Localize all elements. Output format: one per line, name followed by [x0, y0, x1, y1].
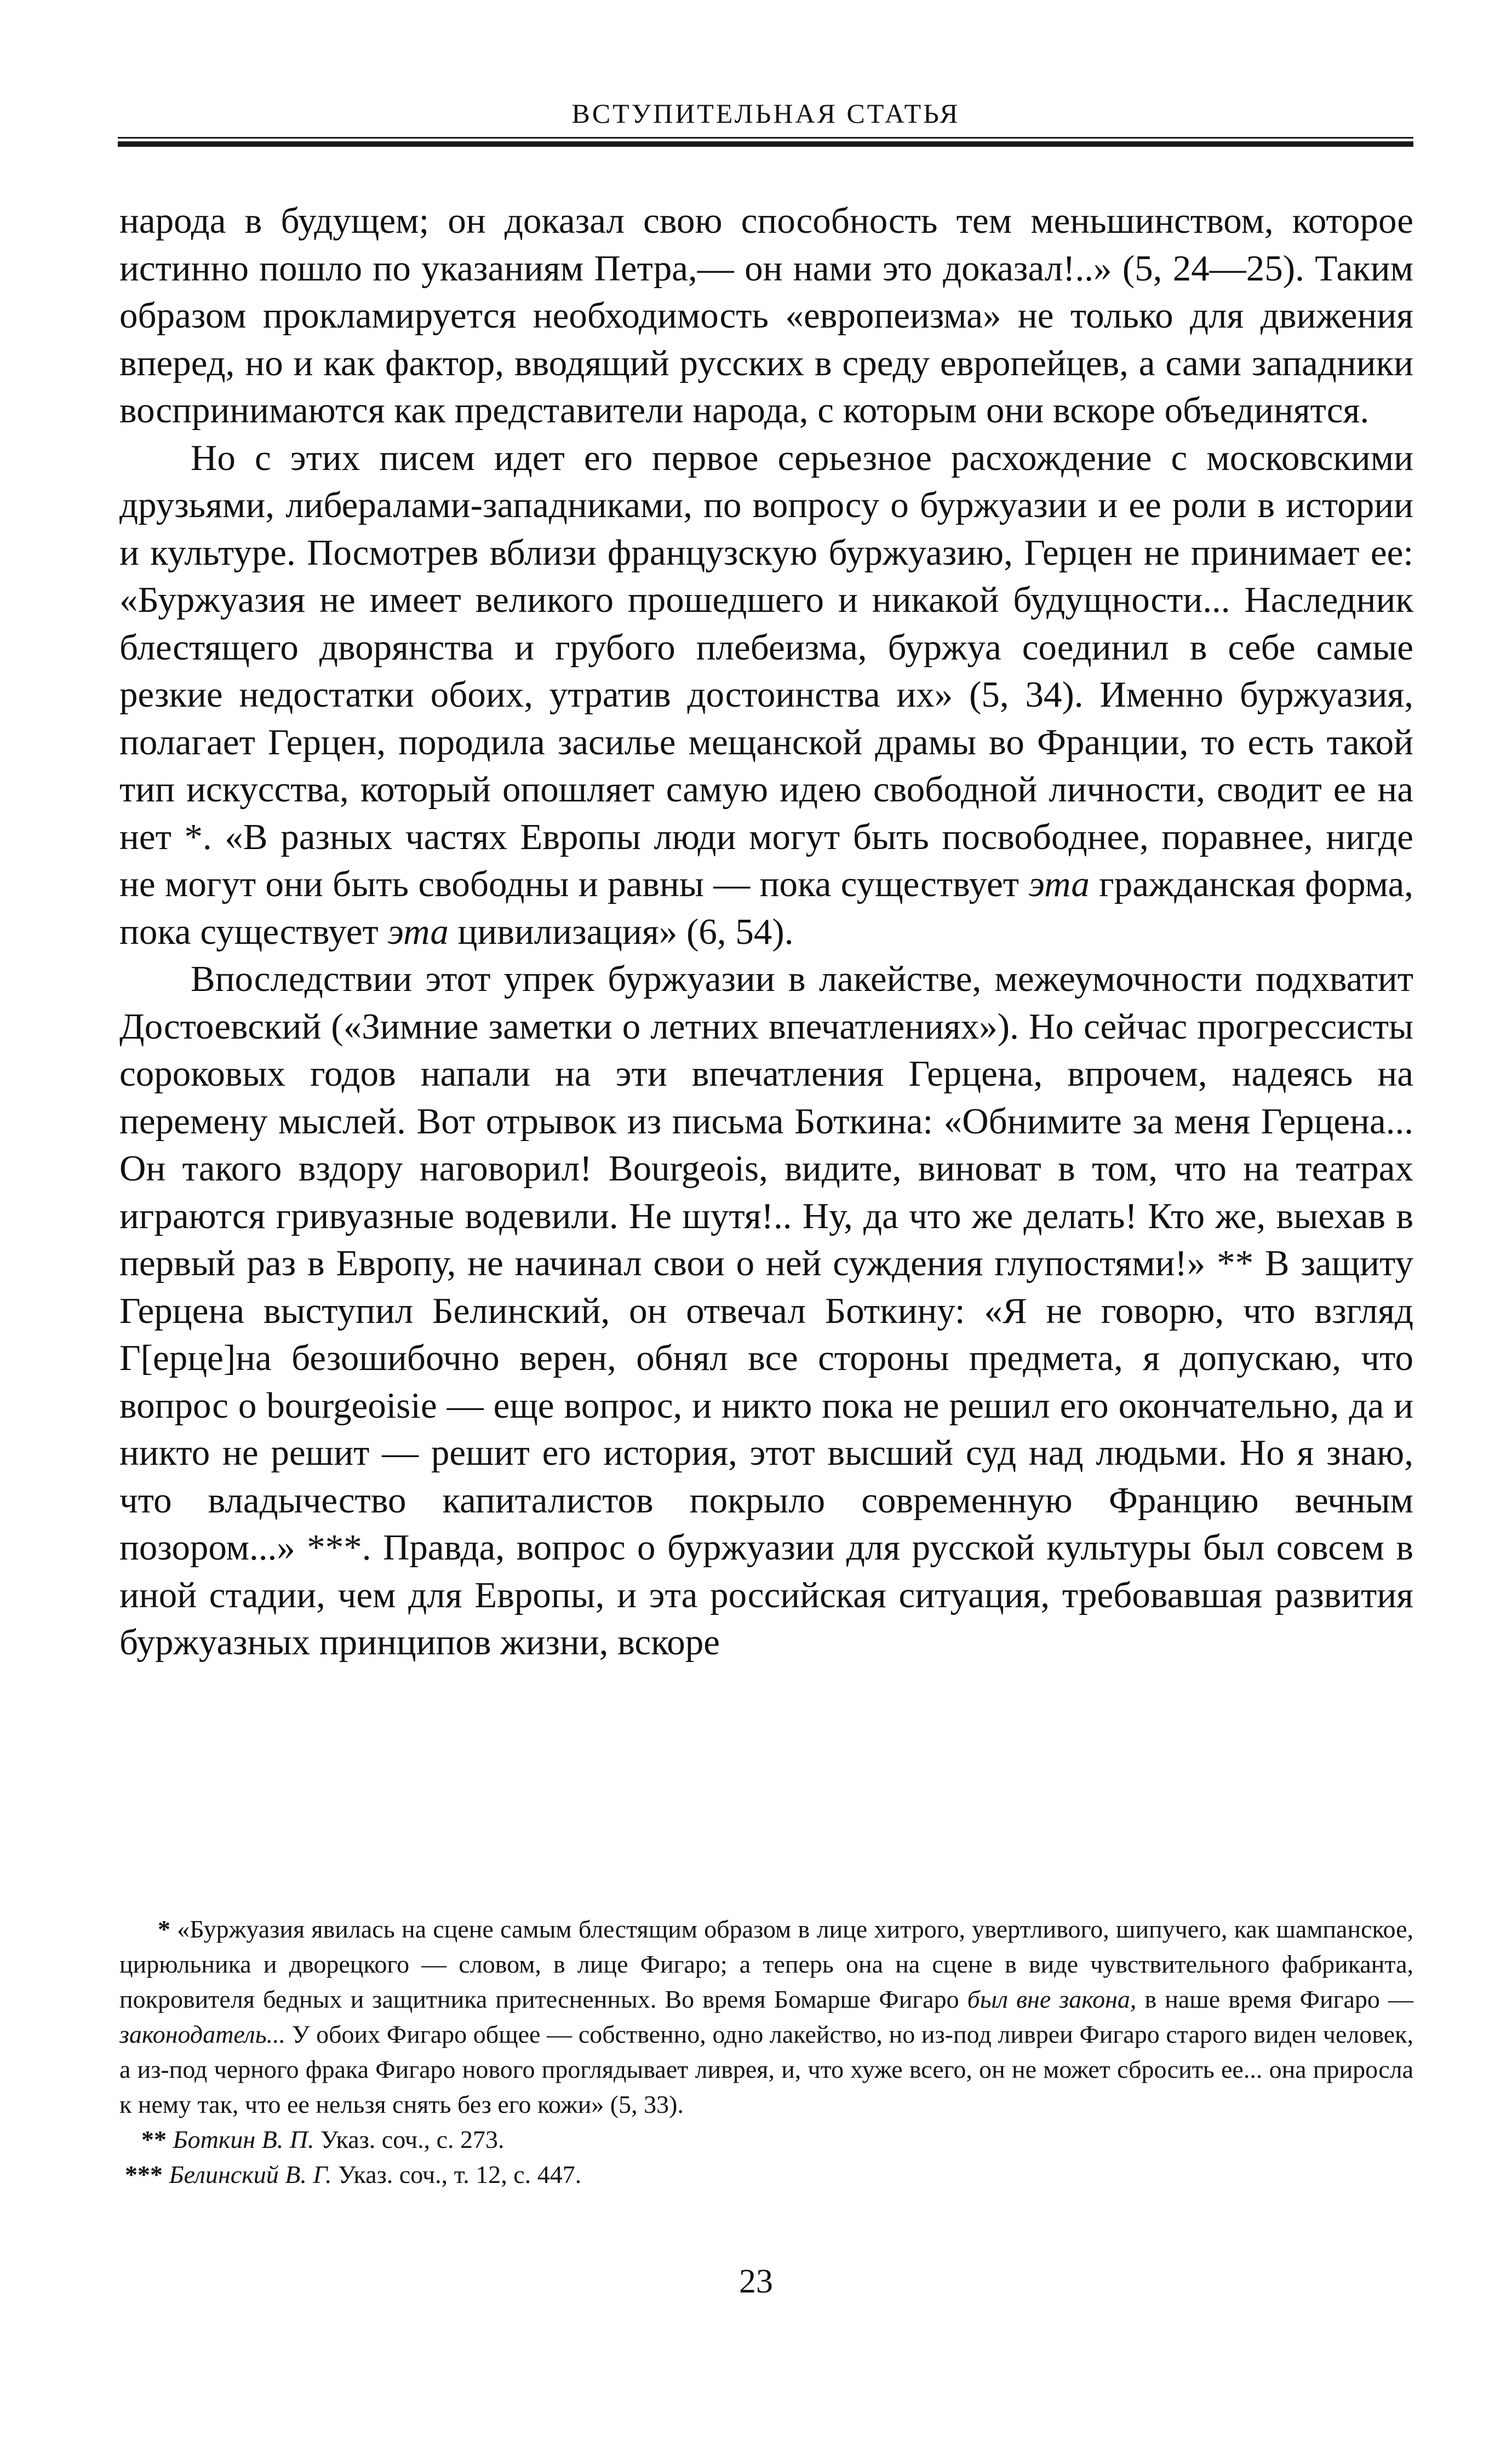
footnote-2-mark: **: [141, 2125, 167, 2153]
paragraph-2-italic-2: эта: [387, 911, 449, 952]
paragraph-2: [119, 434, 1413, 956]
footnote-1-part-c: У обоих Фигаро общее — собственно, одно лакейство, но из-под ливреи Фигаро старого виден человек, а из-под черного фрака Фигаро нового проглядывает ливрея, и, что хуже всего, он не может сбросить ее... она приросла к нему так, что ее нельзя снять без его кожи» (5, 33).: [119, 2020, 1413, 2118]
paragraph-1: народа в будущем; он доказал свою способность тем меньшинством, которое истинно пошло по указаниям Петра,— он нами это доказал!..» (5, 24—25). Таким образом прокламируется необходимость «европеизма» не только для движения вперед, но и как фактор, вводящий русских в среду европейцев, а сами западники воспринимаются как представители народа, с которым они вскоре объединятся.: [119, 200, 1413, 431]
footnote-2-author: Боткин В. П.: [173, 2125, 314, 2153]
footnote-1-part-b: в наше время Фигаро —: [1136, 1985, 1413, 2013]
footnotes: [119, 1912, 1413, 2192]
footnote-1-part-a: «Буржуазия явилась на сцене самым блестящим образом в лице хитрого, увертливого, шипучего, как шампанское, цирюльника и дворецкого — словом, в лице Фигаро; а теперь она на сцене в виде чувствительного фабриканта, покровителя бедных и защитника притесненных. Во время Бомарше Фигаро: [119, 1915, 1413, 2013]
header-rule: [118, 141, 1413, 147]
footnote-3-author: Белинский В. Г.: [169, 2160, 332, 2188]
footnote-3: [119, 2157, 1413, 2192]
paragraph-2-part-c: цивилизация» (6, 54).: [448, 911, 794, 952]
header-rule-thin: [118, 137, 1413, 139]
paragraph-2-part-a: Но с этих писем идет его первое серьезное расхождение с московскими друзьями, либералами-западниками, по вопросу о буржуазии и ее роли в истории и культуре. Посмотрев вблизи французскую буржуазию, Герцен не принимает ее: «Буржуазия не имеет великого прошедшего и никакой будущности... Наследник блестящего дворянства и грубого плебеизма, буржуа соединил в себе самые резкие недостатки обоих, утратив достоинства их» (5, 34). Именно буржуазия, полагает Герцен, породила засилье мещанской драмы во Франции, то есть такой тип искусства, который опошляет самую идею свободной личности, сводит ее на нет *. «В разных частях Европы люди могут быть посвободнее, поравнее, нигде не могут они быть свободны и равны — пока существует: [119, 437, 1413, 904]
running-header: ВСТУПИТЕЛЬНАЯ СТАТЬЯ: [571, 98, 960, 129]
footnote-1: [119, 1912, 1413, 2122]
footnote-3-mark: ***: [125, 2160, 163, 2188]
page-number: 23: [739, 2263, 773, 2300]
footnote-2-citation: Указ. соч., с. 273.: [314, 2125, 505, 2153]
paragraph-3: Впоследствии этот упрек буржуазии в лакействе, межеумочности подхватит Достоевский («Зимние заметки о летних впечатлениях»). Но сейчас прогрессисты сороковых годов напали на эти впечатления Герцена, впрочем, надеясь на перемену мыслей. Вот отрывок из письма Боткина: «Обнимите за меня Герцена... Он такого вздору наговорил! Bourgeois, видите, виноват в том, что на театрах играются гривуазные водевили. Не шутя!.. Ну, да что же делать! Кто же, выехав в первый раз в Европу, не начинал свои о ней суждения глупостями!» ** В защиту Герцена выступил Белинский, он отвечал Боткину: «Я не говорю, что взгляд Г[ерце]на безошибочно верен, обнял все стороны предмета, я допускаю, что вопрос о bourgeoisie — еще вопрос, и никто пока не решил его окончательно, да и никто не решит — решит его история, этот высший суд над людьми. Но я знаю, что владычество капиталистов покрыло современную Францию вечным позором...» ***. Правда, вопрос о буржуазии для русской культуры был совсем в иной стадии, чем для Европы, и эта российская ситуация, требовавшая развития буржуазных принципов жизни, вскоре: [119, 959, 1413, 1663]
main-text: [119, 197, 1413, 1666]
footnote-3-citation: Указ. соч., т. 12, с. 447.: [331, 2160, 582, 2188]
footnote-1-mark: *: [158, 1915, 170, 1943]
paragraph-2-italic-1: эта: [1028, 864, 1090, 904]
paragraph-2-part-b: гражданская форма, пока существует: [119, 864, 1413, 952]
footnote-1-italic-2: законодатель...: [119, 2020, 286, 2048]
footnote-1-italic-1: был вне закона,: [967, 1985, 1137, 2013]
footnote-2: [119, 2122, 1413, 2157]
